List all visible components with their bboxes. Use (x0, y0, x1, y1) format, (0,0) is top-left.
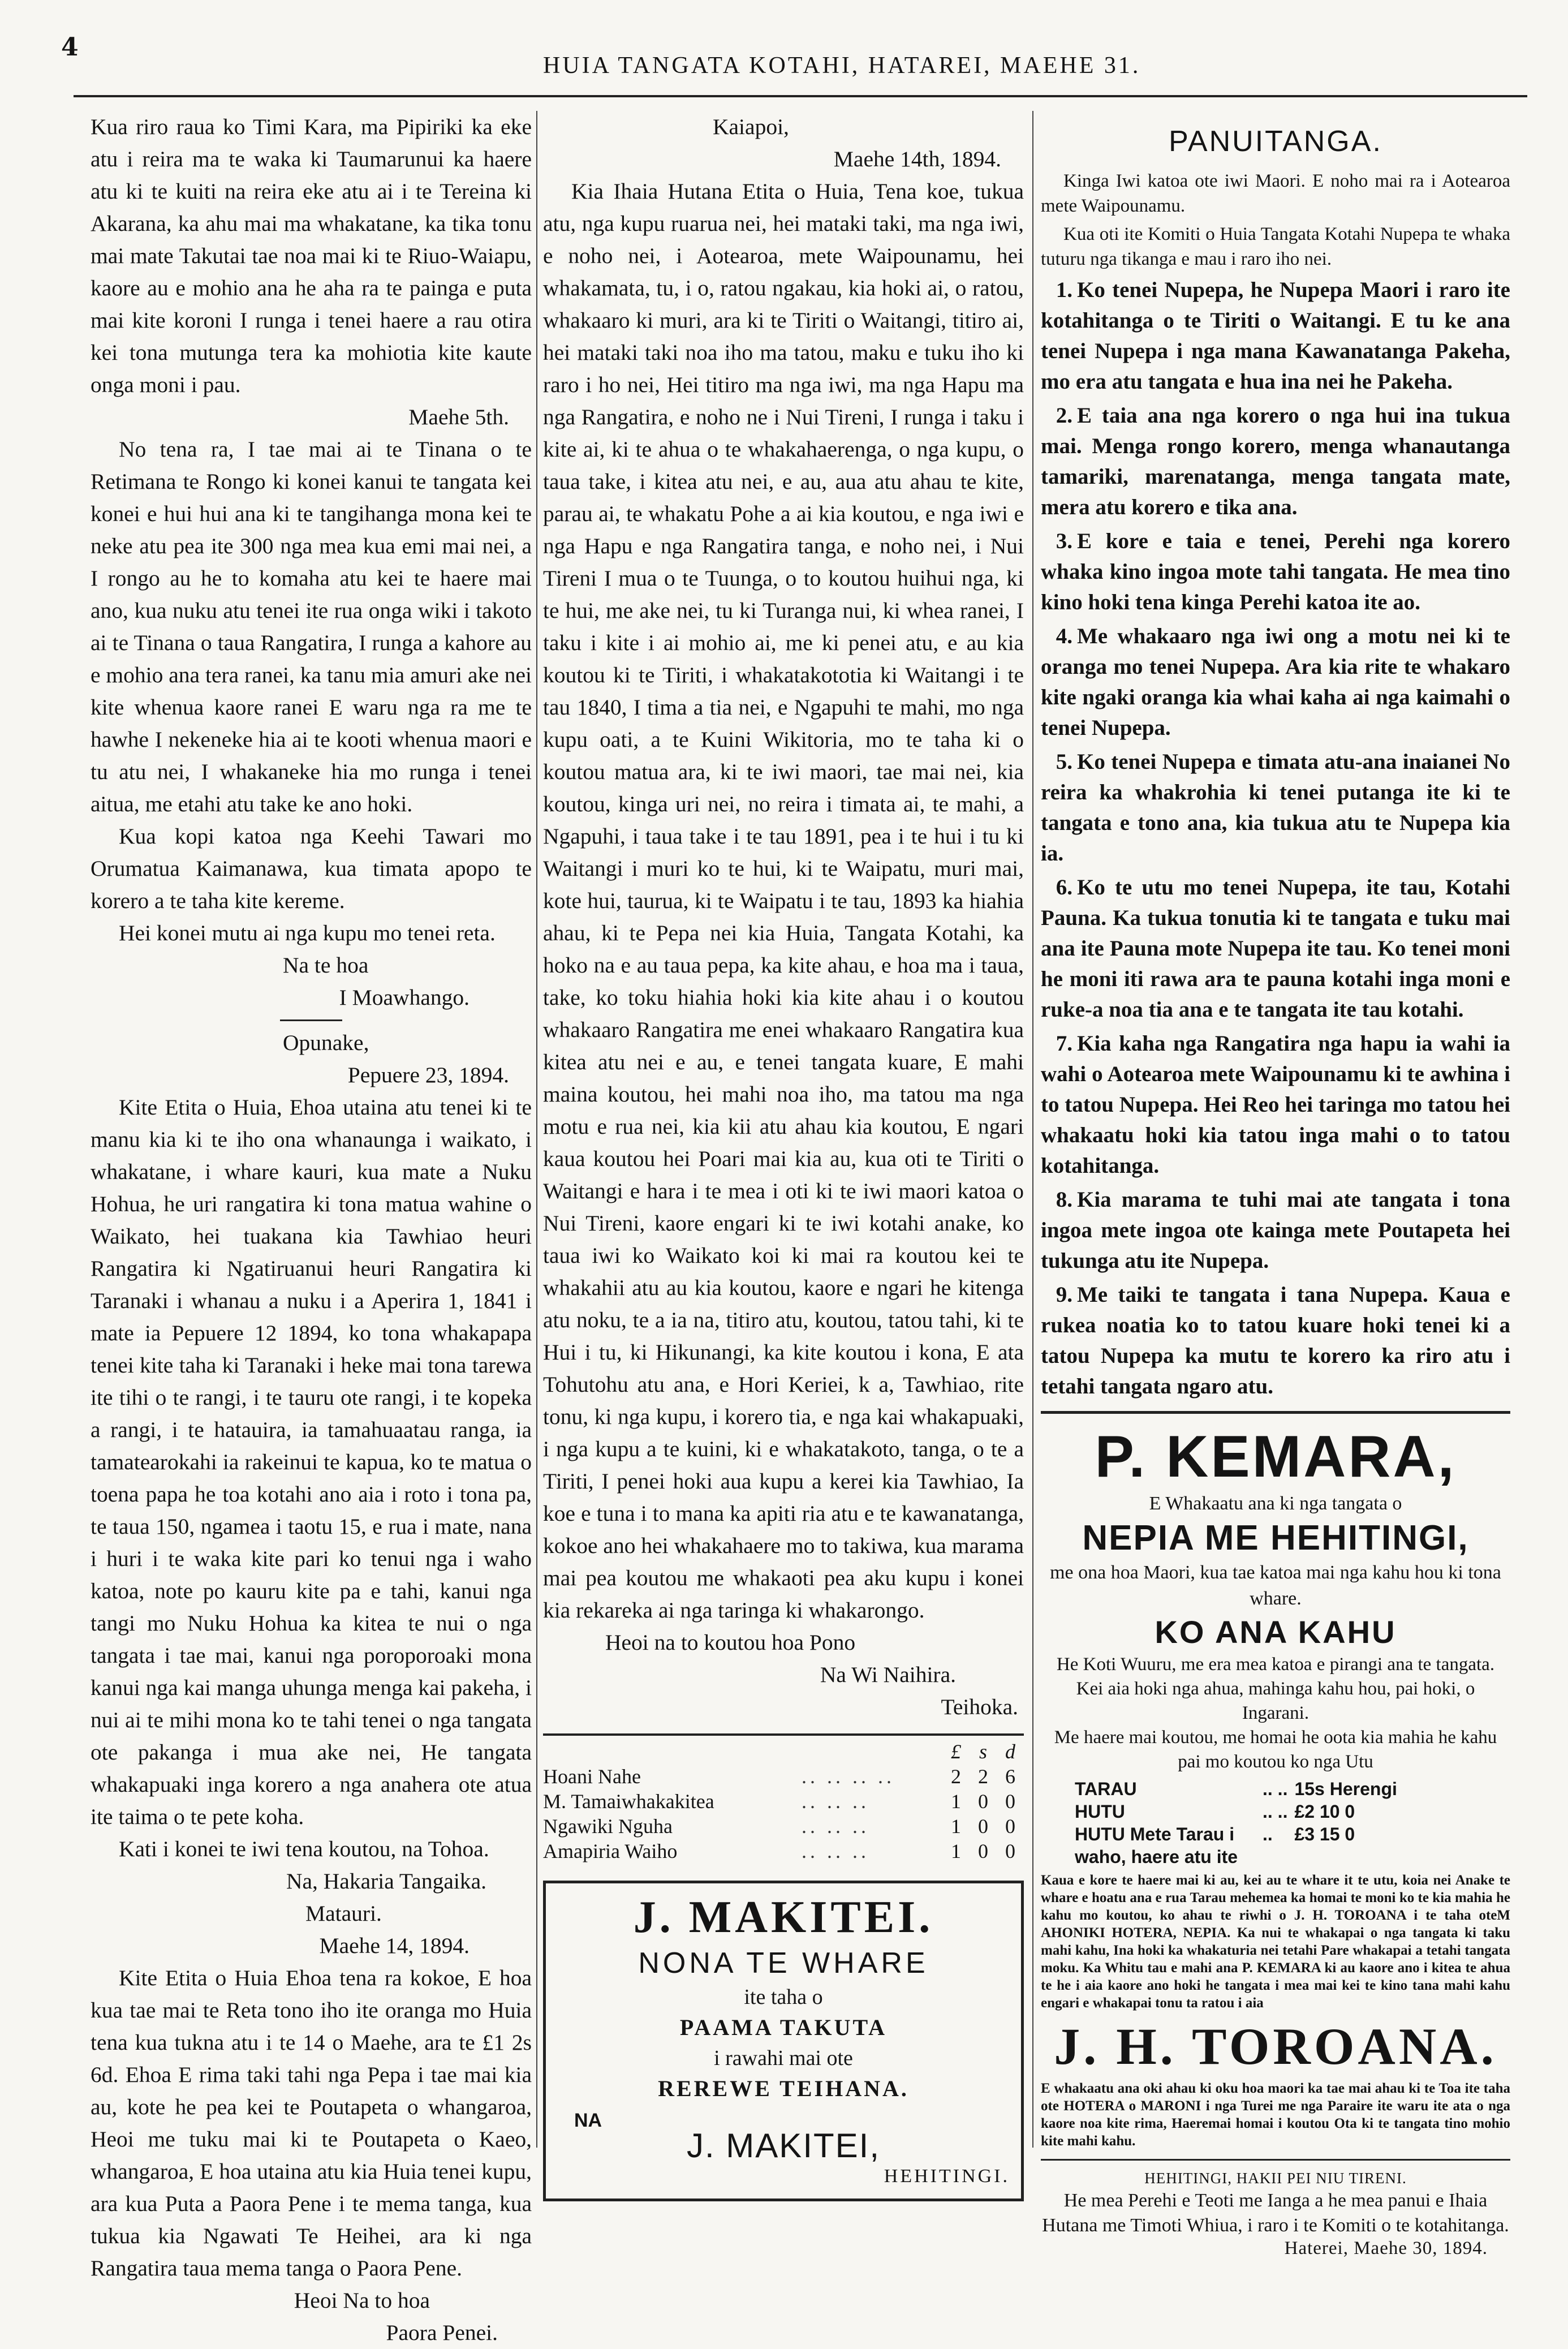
header-shillings: s (979, 1740, 987, 1763)
item-text: Kia marama te tuhi mai ate tangata i tona ingoa mete ingoa ote kainga mete Poutapeta hei tukunga atu ite Nupepa. (1041, 1188, 1510, 1273)
subscriber-name: M. Tamaiwhakakitea (543, 1790, 714, 1813)
price-dots: .. (1263, 1824, 1273, 1844)
kemara-name: P. KEMARA, (1095, 1424, 1457, 1490)
item-text: Ko tenei Nupepa e timata atu-ana inaianei No reira ka whakrohia ki tenei putanga ite ki te tangata e tono ana, kia tukua atu te Nupepa kia ia. (1041, 750, 1510, 866)
makitei-line: REREWE TEIHANA. (658, 2076, 909, 2101)
notice-item (1041, 1029, 1510, 1181)
table-row (1075, 1823, 1404, 1868)
kemara-fine-print: Kaua e kore te haere mai ki au, kei au te whare it te utu, koia nei Anake te whare e hoatu ana e rua Tarau mehemea ka homai te moni ko te kia mahia he kahu mo koutou, ko ahau te riwhi o J. H. TOROANA i te taha oteM AHONIKI HOTERA, NEPIA. Ka nui te whakapai o nga tangata ki taku mahi kahu, Ina hoki ka whakaturia nei tetahi Pare whakapai a tetahi tangata moku. Ka Whitu tau e mahi ana P. KEMARA ki au kaore ano i kitea te ahua te he i aia kaore ano hoki he tangata i mea mai kei te kino tana mahi kahu engari e whakapai tonu ta ratou i aia (1041, 1873, 1510, 2011)
letter-paragraph: Kua kopi katoa nga Keehi Tawari mo Orumatua Kaimanawa, kua timata apopo te korero a te taha kite kereme. (91, 824, 532, 913)
price-value: £3 15 0 (1294, 1824, 1355, 1844)
amount-pence: 0 (1005, 1815, 1015, 1838)
item-text: E taia ana nga korero o nga hui ina tukua mai. Menga rongo korero, menga whanautanga tamariki, marenatanga, menga tangata mate, mera atu korero e tika ana. (1041, 403, 1510, 519)
item-number: 6. (1056, 875, 1072, 900)
header-pounds: £ (951, 1740, 961, 1763)
price-value: £2 10 0 (1294, 1801, 1355, 1822)
running-head: HUIA TANGATA KOTAHI, HATAREI, MAEHE 31. (543, 53, 1141, 79)
makitei-line: PAAMA TAKUTA (679, 2015, 888, 2040)
letter-signoff: Heoi na to koutou hoa Pono (605, 1630, 856, 1655)
notice-item (1041, 1185, 1510, 1276)
item-text: Ko tenei Nupepa, he Nupepa Maori i raro ite kotahitanga o te Tiriti o Waitangi. E tu ke ana tenei Nupepa i nga mana Kawanatanga Pakeha, mo era atu tangata e hua ina nei he Pakeha. (1041, 278, 1510, 394)
letter-date: Maehe 5th. (408, 405, 509, 429)
amount-pounds: 1 (951, 1840, 961, 1862)
column-divider (536, 111, 537, 2148)
item-text: E kore e taia e tenei, Perehi nga korero whaka kino ingoa mote tahi tangata. He mea tino kino hoki tena kinga Perehi katoa ite ao. (1041, 529, 1510, 614)
notice-item (1041, 275, 1510, 397)
makitei-place: HEHITINGI. (884, 2166, 1010, 2187)
kemara-location: NEPIA ME HEHITINGI, (1082, 1518, 1469, 1558)
letter-signoff: Heoi Na to hoa (294, 2288, 430, 2313)
letter-paragraph: Kia Ihaia Hutana Etita o Huia, Tena koe, tukua atu, nga kupu ruarua nei, hei mataki taki, ma nga iwi, e noho nei, i Aotearoa, mete Waipounamu, hei whakamata, tu, i o, ratou ngakau, kia hoki ai, o ratou, whakaaro ki muri, ara ki te Tiriti o Waitangi, titiro ai, hei mataki taki noa iho ma tatou, maku e tuku iho ki raro i ho nei, Hei titiro ma nga iwi, ma nga Hapu ma nga Rangatira, e noho ne i Nui Tireni, I runga i taku i kite ai, ki te ahua o te whakahaerenga, o nga kupu, o taua take, i kitea atu nei, e au, aua atu ahau te kite, parau ai, te whakatu Pohe a ai kia koutou, e nga iwi e nga Hapu e nga Rangatira tanga, e noho nei, i Nui Tireni I mua o te Tuunga, o to koutou huihui nga, ki te hui, me ake nei, tu ki Turanga nui, ki whea ranei, I taku i kite i ai mohio ai, me ki penei atu, e au kia koutou ki te Tiriti, i whakatakototia ki Waitangi i te tau 1840, I tima a tia nei, e Ngapuhi te mahi, mo nga kupu oati, a te Kuini Wikitoria, mo te taha ki o koutou matua ara, ki te iwi maori, tae mai nei, kia koutou, kinga uri nei, no reira i timata ai, te mahi, a Ngapuhi, i taua take i te tau 1891, pea i te hui i tu ki Waitangi i muri ko te hui, ki te Waipatu, muri mai, kote hui, taurua, ki te Waipatu i te tau, 1893 ka hiahia ahau, ki te Pepa nei kia Huia, Tangata Kotahi, ka hoko na e au taua pepa, ka kite ahau, e hoa ma i taua, take, ko toku hiahia hoki kia kite ahau i o koutou whakaaro Rangatira me enei whakaaro Rangatira kua kitea atu nei e au, e tenei tangata kuare, E mahi maina koutou, hei mahi noa iho, ma tatou ma nga motu e rua nei, kia kii atu ahau kia koutou, E ngari kaua koutou hei Poari mai kia au, kua oti te Tiriti o Waitangi e hara i te mea i oti ki te iwi maori katoa o Nui Tireni, kaore engari ki te iwi kotahi anake, ko taua iwi ko Waikato koi ki mai ra koutou kei te whakahii atu au kia koutou, kaore e ngari he kitenga atu noku, te a ia na, titiro atu, koutou, tatou tahi, ki te Hui i tu, ki Hikunangi, ka kite koutou i kona, E ata Tohutohu atu ana, e Hori Keriei, k a, Tawhiao, rite tonu, ki nga kupu, i korero tia, e nga kai whakapuaki, i nga kupu a te kuini, ki e whakatakoto, tanga, o te a Tiriti, I penei hoki aua kupu a kerei kia Tawhiao, Ia koe e tuna i to mana ka apiti ria atu e te kawanatanga, kokoe ano hei whakahaere mo to takiwa, kua marama mai pea koutou me whakaoti pea aku kupu i konei kia rekareka ai nga taringa ki whakarongo. (543, 179, 1024, 1623)
column-3 (1041, 111, 1510, 2258)
item-text: Kia kaha nga Rangatira nga hapu ia wahi ia wahi o Aotearoa mete Waipounamu ki te awhina i to tatou Nupepa. Hei Reo hei taringa mo tatou hei whakaatu hoki kia tatou inga mahi o to tatou kotahitanga. (1041, 1031, 1510, 1178)
kemara-line: E Whakaatu ana ki nga tangata o (1149, 1493, 1402, 1514)
section-rule (280, 1019, 342, 1021)
price-item: HUTU (1075, 1801, 1125, 1822)
notice-item (1041, 526, 1510, 618)
amount-pence: 6 (1005, 1765, 1015, 1788)
notice-item (1041, 401, 1510, 523)
subscriber-name: Ngawiki Nguha (543, 1815, 673, 1838)
amount-shillings: 0 (978, 1840, 988, 1862)
notice-intro: Kua oti ite Komiti o Huia Tangata Kotahi Nupepa te whaka tuturu nga tikanga e mau i raro iho nei. (1041, 224, 1510, 269)
item-number: 3. (1056, 529, 1072, 553)
subscriptions-header-row (543, 1739, 1024, 1764)
price-dots: .. .. (1263, 1779, 1288, 1799)
item-text: Ko te utu mo tenei Nupepa, ite tau, Kotahi Pauna. Ka tukua tonutia ki te tangata e tuku mai ana ite Pauna mote Nupepa ite tau. Ko tenei moni he moni iti rawa ara te pauna kotahi inga moni e ruke-a noa tia ana e te tangata ite tau kotahi. (1041, 875, 1510, 1022)
letter-signature: I Moawhango. (339, 985, 469, 1010)
kemara-line: me ona hoa Maori, kua tae katoa mai nga kahu hou ki tona whare. (1050, 1562, 1501, 1609)
notice-item (1041, 1280, 1510, 1402)
toroana-body: E whakaatu ana oki ahau ki oku hoa maori ka tae mai ahau ki te Toa ite taha ote HOTERA o MARONI i nga Turei me nga Paraire ite waru ite ata o nga kaore noa kite rima, Haeremai homai i koutou Ota ki te tangata tino mohio kite mahi kahu. (1041, 2081, 1510, 2149)
table-row: Hoani Nahe .. .. .. .. 2 2 6 (543, 1764, 1024, 1789)
makitei-line: ite taha o (744, 1985, 823, 2009)
section-rule (1041, 2159, 1510, 2161)
letter-paragraph: Kite Etita o Huia Ehoa tena ra kokoe, E hoa kua tae mai te Reta tono iho ite oranga mo Huia tena kua tukna atu i te 14 o Maehe, ara te £1 2s 6d. Ehoa E rima taki tahi nga Pepa i tae mai kia au, kote he pea kei te Poutapeta o whangaroa, Heoi me tuku mai ki te Poutapeta o Kaeo, whangaroa, E hoa utaina atu kia Huia tenei kupu, ara kua Puta a Paora Pene i te mema tanga, kua tukua kia Ngawati Te Heihei, ara ki nga Rangatira taua mema tanga o Paora Pene. (91, 1965, 532, 2281)
subscriber-name: Hoani Nahe (543, 1765, 641, 1788)
kemara-body: He Koti Wuuru, me era mea katoa e pirangi ana te tangata. Kei aia hoki nga ahua, mahinga kahu hou, pai hoki, o Ingarani. (1056, 1654, 1495, 1723)
letter-place: Matauri. (305, 1901, 382, 1926)
imprint-head: HEHITINGI, HAKII PEI NIU TIRENI. (1144, 2170, 1407, 2187)
item-text: Me whakaaro nga iwi ong a motu nei ki te oranga mo tenei Nupepa. Ara kia rite te whakaro kite ngaki oranga kia whai kaha ai nga kaimahi o tenei Nupepa. (1041, 624, 1510, 740)
item-number: 1. (1056, 278, 1072, 302)
item-number: 8. (1056, 1188, 1072, 1212)
notice-item (1041, 621, 1510, 743)
column-divider (1032, 111, 1033, 2148)
amount-pence: 0 (1005, 1790, 1015, 1813)
table-row: Amapiria Waiho .. .. .. 1 0 0 (543, 1839, 1024, 1864)
amount-pence: 0 (1005, 1840, 1015, 1862)
table-row: Ngawiki Nguha .. .. .. 1 0 0 (543, 1814, 1024, 1839)
letter-date: Maehe 14th, 1894. (833, 147, 1001, 171)
letter-signature: Na, Hakaria Tangaika. (286, 1869, 486, 1894)
notice-item (1041, 872, 1510, 1025)
header-pence: d (1005, 1740, 1015, 1763)
price-table (1075, 1778, 1404, 1868)
amount-pounds: 1 (951, 1815, 961, 1838)
letter-date: Maehe 14, 1894. (319, 1933, 469, 1958)
amount-shillings: 2 (978, 1765, 988, 1788)
item-number: 4. (1056, 624, 1072, 648)
table-row: M. Tamaiwhakakitea .. .. .. 1 0 0 (543, 1789, 1024, 1814)
subscriptions-table (543, 1739, 1024, 1864)
amount-pounds: 1 (951, 1790, 961, 1813)
makitei-headline: NONA TE WHARE (638, 1947, 929, 1980)
letter-paragraph: Kati i konei te iwi tena koutou, na Tohoa. (119, 1836, 489, 1861)
imprint-date: Haterei, Maehe 30, 1894. (1284, 2238, 1488, 2258)
item-text: Me taiki te tangata i tana Nupepa. Kaua e rukea noatia ko to tatou kuare hoki tenei ki a tatou Nupepa ka mutu te korero ka riro atu i tetahi tangata ngaro atu. (1041, 1283, 1510, 1399)
letter-signoff: Na te hoa (283, 953, 369, 978)
notice-title: PANUITANGA. (1169, 125, 1382, 158)
page-number: 4 (61, 33, 79, 62)
letter-location: Teihoka. (941, 1694, 1018, 1719)
notice-item (1041, 747, 1510, 869)
header-rule (74, 95, 1527, 97)
letter-place: Opunake, (283, 1030, 369, 1055)
letter-place: Kaiapoi, (713, 114, 789, 139)
toroana-name: J. H. TOROANA. (1054, 2017, 1497, 2075)
column-1 (91, 111, 532, 2345)
section-rule (1041, 1411, 1510, 1414)
price-item: HUTU Mete Tarau i waho, haere atu ite (1075, 1824, 1238, 1867)
letter-paragraph: Hei konei mutu ai nga kupu mo tenei reta. (119, 920, 496, 945)
kemara-subtitle: KO ANA KAHU (1155, 1614, 1397, 1650)
makitei-name: J. MAKITEI, (686, 2127, 881, 2165)
makitei-na: NA (574, 2110, 602, 2131)
item-number: 7. (1056, 1031, 1072, 1056)
item-number: 9. (1056, 1283, 1072, 1307)
notice-intro: Kinga Iwi katoa ote iwi Maori. E noho mai ra i Aotearoa mete Waipounamu. (1041, 171, 1510, 216)
letter-paragraph: Kua riro raua ko Timi Kara, ma Pipiriki ka eke atu i reira ma te waka ki Taumarunui ka haere atu ki te kuiti na reira eke atu ai i te Tereina ki Akarana, ka ahu mai ma whakatane, ka tika tonu mai mate Takutai tae noa mai ki te Riuo-Waiapu, kaore au e mohio ana he aha ra te painga e puta mai kite koroni I runga i tenei haere a rau otira kei tona mutunga tera ka mohiotia kite kaute onga moni i pau. (91, 114, 532, 397)
imprint-body: He mea Perehi e Teoti me Ianga a he mea panui e Ihaia Hutana me Timoti Whiua, i raro i te Komiti o te kotahitanga. (1042, 2190, 1509, 2236)
letter-date: Pepuere 23, 1894. (347, 1062, 509, 1087)
price-value: 15s Herengi (1294, 1779, 1397, 1799)
makitei-line: i rawahi mai ote (714, 2046, 853, 2070)
kemara-body: Me haere mai koutou, me homai he oota kia mahia he kahu pai mo koutou ko nga Utu (1054, 1727, 1497, 1772)
letter-signature: Na Wi Naihira. (820, 1662, 956, 1687)
item-number: 2. (1056, 403, 1072, 428)
price-item: TARAU (1075, 1779, 1137, 1799)
column-2 (543, 111, 1024, 2187)
table-row (1075, 1800, 1404, 1823)
price-dots: .. .. (1263, 1801, 1288, 1822)
letter-signature: Paora Penei. (386, 2320, 498, 2345)
letter-paragraph: Kite Etita o Huia, Ehoa utaina atu tenei ki te manu kia ki te iho ona whanaunga i waikato, i whakatane, i whare kauri, kua mate a Nuku Hohua, he uri rangatira ki tona matua wahine o Waikato, hei tuakana kia Tawhiao heuri Rangatira ki Ngatiruanui heuri Rangatira ki Taranaki i whanau a nuku i a Aperira 1, 1841 i mate ia Pepuere 12 1894, ko tona whakapapa tenei kite taha ki Taranaki i heke mai tona tarewa ite tihi o te rangi, i te tauru ote rangi, i te kopeka a rangi, i te hatauira, ia tamahuaatau ranga, ia tamatearokahi ia rakeinui te kapua, ko te matua o toena papa he toa kotahi ano aia i roto i tona pa, te taua 150, ngamea i taotu 15, e rua i mate, nana i huri i te waka kite pari ko tenui nga i waho katoa, note po kauru kite pa e tahi, kanui nga tangi mo Nuku Hohua ka kitea te nui o nga tangata i tae mai, kanui nga poroporoaki mona kanui nga kai manga uhunga menga kai pakeha, i nui ai te mihi mona ko te tahi tenei o nga tangata ote pakanga i mua ake nei, He tangata whakapuaki inga korero a nga anahera ote atua ite taima o te pete koha. (91, 1095, 532, 1829)
makitei-title: J. MAKITEI. (633, 1892, 934, 1942)
amount-shillings: 0 (978, 1790, 988, 1813)
table-row (1075, 1778, 1404, 1800)
subscriptions-rule (543, 1733, 1024, 1736)
item-number: 5. (1056, 750, 1072, 774)
amount-pounds: 2 (951, 1765, 961, 1788)
makitei-advertisement (543, 1881, 1024, 2201)
letter-paragraph: No tena ra, I tae mai ai te Tinana o te Retimana te Rongo ki konei kanui te tangata kei konei e hui hui ana ki te tangihanga mona kei te neke atu pea ite 300 nga mea kua emi mai nei, a I rongo au he to komaha atu kei te haere mai ano, kua nuku atu tenei ite rua onga wiki i takoto ai te Tinana o taua Rangatira, I runga a kahore au e mohio ana tera ranei, ka tanu mia amuri ake nei kite whenua kaore ranei E waru nga ra me te hawhe I nekeneke hia ai te kooti whenua maori e tu atu nei, I whakaneke hia mo runga i tenei aitua, me etahi atu take ke ano hoki. (91, 437, 532, 816)
amount-shillings: 0 (978, 1815, 988, 1838)
subscriber-name: Amapiria Waiho (543, 1840, 678, 1862)
